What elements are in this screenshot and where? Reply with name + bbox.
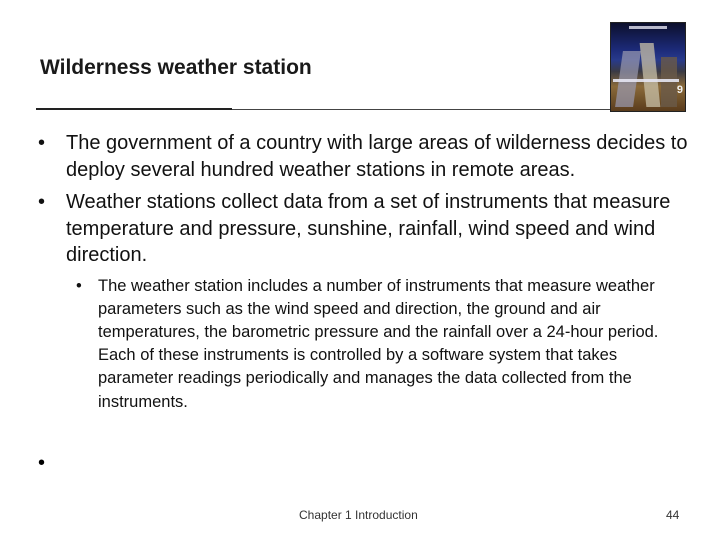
page-number: 44 [666, 508, 680, 522]
slide-title: Wilderness weather station [40, 56, 312, 79]
book-cover-image [610, 22, 686, 112]
cover-building-right [661, 57, 677, 107]
cover-title-text [613, 79, 679, 82]
cover-building-center [640, 43, 661, 107]
bullet-text: The government of a country with large areas of wilderness decides to deploy several hundred weather stations in remote areas. [66, 132, 688, 181]
empty-bullet: • [38, 452, 46, 474]
bullet-text: Weather stations collect data from a set of instruments that measure temperature and pressure, sunshine, rainfall, wind speed and wind direction. [66, 191, 671, 266]
cover-edition-number: 9 [676, 84, 683, 96]
slide-content [28, 130, 688, 414]
bullet-item [28, 189, 688, 269]
sub-bullet-text: The weather station includes a number of instruments that measure weather parameters such as the wind speed and direction, the ground and air temperatures, the barometric pressure and the rainfall over a 24-hour period. Each of these instruments is controlled by a software system that takes parameter readings periodically and manages the data collected from the instruments. [98, 276, 659, 411]
cover-author-text [629, 26, 667, 29]
title-underline-dark [36, 108, 232, 110]
sub-bullet-item [28, 275, 688, 414]
sub-bullet-dot: • [76, 276, 82, 295]
bullet-dot: • [38, 132, 46, 154]
bullet-dot: • [38, 191, 46, 213]
title-underline [232, 109, 610, 110]
bullet-item [28, 130, 688, 183]
footer-chapter: Chapter 1 Introduction [299, 508, 418, 522]
